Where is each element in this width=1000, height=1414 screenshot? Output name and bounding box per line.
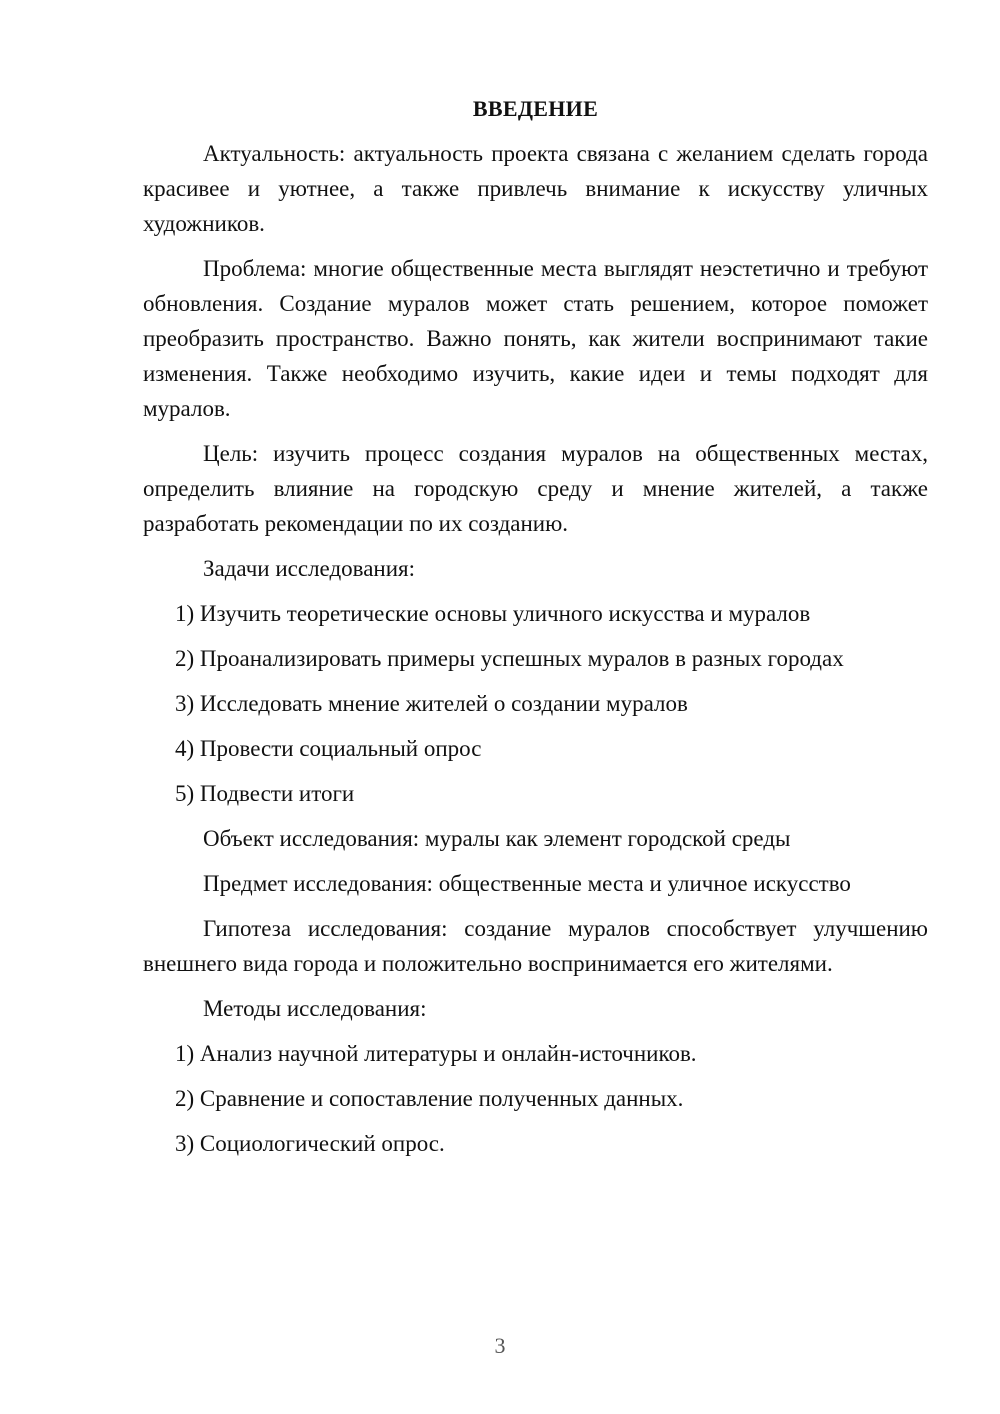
task-item: 5) Подвести итоги <box>175 781 355 806</box>
problem-paragraph: Проблема: многие общественные места выглядят неэстетично и требуют обновления. Создание муралов может стать решением, которое поможет преобразить пространство. Важно понять, как жители воспринимают такие изменения. Также необходимо изучить, какие идеи и темы подходят для муралов. <box>143 256 928 421</box>
task-item: 3) Исследовать мнение жителей о создании муралов <box>175 691 688 716</box>
method-item: 1) Анализ научной литературы и онлайн-источников. <box>175 1041 697 1066</box>
page-number: 3 <box>494 1333 506 1358</box>
object-line: Объект исследования: муралы как элемент городской среды <box>203 826 791 851</box>
task-item: 2) Проанализировать примеры успешных муралов в разных городах <box>175 646 844 671</box>
hypothesis-paragraph: Гипотеза исследования: создание муралов способствует улучшению внешнего вида города и положительно воспринимается его жителями. <box>143 916 928 976</box>
subject-line: Предмет исследования: общественные места и уличное искусство <box>203 871 851 896</box>
section-title: ВВЕДЕНИЕ <box>472 96 599 121</box>
tasks-heading: Задачи исследования: <box>203 556 416 581</box>
task-item: 4) Провести социальный опрос <box>175 736 482 761</box>
page-content <box>143 94 928 1171</box>
methods-heading: Методы исследования: <box>203 996 427 1021</box>
method-item: 3) Социологический опрос. <box>175 1131 445 1156</box>
relevance-paragraph: Актуальность: актуальность проекта связана с желанием сделать города красивее и уютнее, а также привлечь внимание к искусству уличных художников. <box>143 141 928 236</box>
method-item: 2) Сравнение и сопоставление полученных данных. <box>175 1086 684 1111</box>
goal-paragraph: Цель: изучить процесс создания муралов на общественных местах, определить влияние на городскую среду и мнение жителей, а также разработать рекомендации по их созданию. <box>143 441 928 536</box>
task-item: 1) Изучить теоретические основы уличного искусства и муралов <box>175 601 811 626</box>
